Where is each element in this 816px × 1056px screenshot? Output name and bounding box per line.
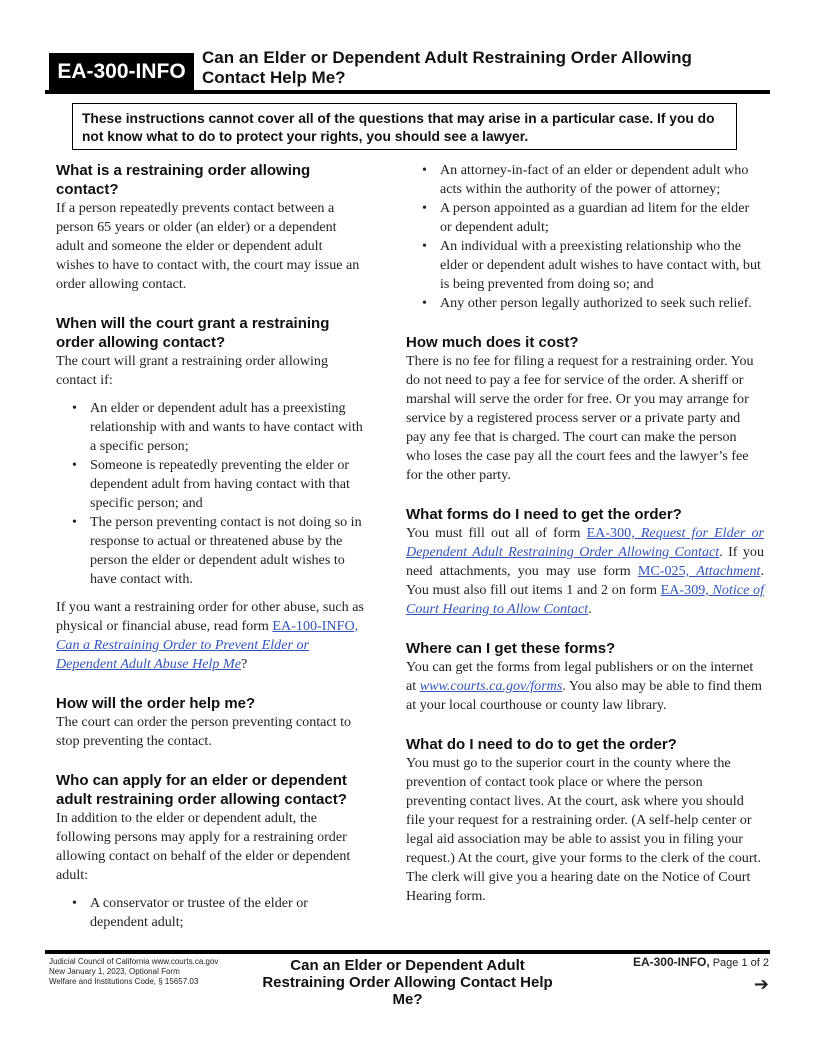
section-heading: How will the order help me? bbox=[56, 695, 256, 712]
list-item: • An attorney-in-fact of an elder or dependent adult who acts within the authority of the power of attorney; bbox=[406, 161, 764, 199]
section-text: The court will grant a restraining order allowing contact if: bbox=[56, 353, 328, 388]
text: ? bbox=[241, 656, 248, 672]
bullet-list bbox=[406, 161, 764, 313]
section-what-is bbox=[56, 161, 364, 294]
footer-info bbox=[49, 957, 218, 987]
courts-forms-link[interactable] bbox=[420, 678, 563, 694]
list-item: • A conservator or trustee of the elder or dependent adult; bbox=[56, 894, 364, 932]
section-text: The court can order the person preventing contact to stop preventing the contact. bbox=[56, 714, 352, 749]
next-page-arrow-icon[interactable]: ➔ bbox=[753, 974, 769, 995]
section-text bbox=[406, 658, 764, 715]
link-text: EA-100-INFO, bbox=[272, 618, 359, 634]
list-item: • A person appointed as a guardian ad litem for the elder or dependent adult; bbox=[406, 199, 764, 237]
section-text bbox=[56, 598, 364, 674]
footer-title: Can an Elder or Dependent Adult Restraining Order Allowing Contact Help Me? bbox=[262, 957, 553, 1008]
section-who-can-apply bbox=[56, 771, 364, 932]
mc-025-link[interactable] bbox=[638, 563, 761, 579]
section-text bbox=[406, 524, 764, 619]
section-text: If a person repeatedly prevents contact between a person 65 years or older (an elder) or a dependent adult and someone the elder or dependent adult wishes to have to contact with, the court may issue an order allowing contact. bbox=[56, 200, 360, 292]
section-heading: When will the court grant a restraining order allowing contact? bbox=[56, 315, 330, 351]
footer-line: Judicial Council of California www.courts.ca.gov bbox=[49, 957, 219, 966]
list-item: • An individual with a preexisting relationship who the elder or dependent adult wishes to have contact with, but is being prevented from doing so; and bbox=[406, 237, 764, 294]
section-text: In addition to the elder or dependent adult, the following persons may apply for a restraining order allowing contact on behalf of the elder or dependent adult: bbox=[56, 810, 351, 883]
bullet-list bbox=[56, 399, 364, 589]
section-forms-needed bbox=[406, 505, 764, 619]
page-title: Can an Elder or Dependent Adult Restraining Order Allowing Contact Help Me? bbox=[202, 48, 692, 87]
form-id-badge: EA-300-INFO bbox=[49, 53, 194, 91]
link-title: Notice of Court Hearing to Allow Contact bbox=[406, 582, 764, 617]
section-heading: Who can apply for an elder or dependent adult restraining order allowing contact? bbox=[56, 772, 347, 808]
section-heading: What is a restraining order allowing contact? bbox=[56, 162, 311, 198]
footer-divider bbox=[45, 950, 770, 954]
section-heading: Where can I get these forms? bbox=[406, 640, 616, 657]
page-indicator bbox=[633, 955, 769, 969]
section-where-forms bbox=[406, 639, 764, 715]
link-text: EA-309, bbox=[660, 582, 713, 598]
list-item: • Any other person legally authorized to seek such relief. bbox=[406, 294, 764, 313]
link-title: Attachment bbox=[696, 563, 761, 579]
section-heading: How much does it cost? bbox=[406, 334, 579, 351]
section-text: You must go to the superior court in the county where the prevention of contact took place or where the person preventing contact lives. At the court, ask where you should file your request for a restraining order. (A self-help center or legal aid association may be able to assist you in filing your request.) At the court, give your forms to the clerk of the court. The clerk will give you a hearing date on the Notice of Court Hearing form. bbox=[406, 755, 761, 904]
right-column bbox=[406, 161, 764, 926]
section-when-grant bbox=[56, 314, 364, 674]
list-item: • The person preventing contact is not doing so in response to actual or threatened abuse by the person the elder or dependent adult wishes to have contact with. bbox=[56, 513, 364, 589]
list-item: • An elder or dependent adult has a preexisting relationship with and wants to have contact with a specific person; bbox=[56, 399, 364, 456]
text: You can get the forms from legal publishers or on the internet at bbox=[406, 659, 754, 694]
link-title: Can a Restraining Order to Prevent Elder or Dependent Adult Abuse Help Me bbox=[56, 637, 310, 672]
text: . bbox=[588, 601, 592, 617]
section-how-help bbox=[56, 694, 364, 751]
section-heading: What forms do I need to get the order? bbox=[406, 506, 682, 523]
page-number: Page 1 of 2 bbox=[712, 957, 769, 969]
section-what-to-do bbox=[406, 735, 764, 906]
footer-line: New January 1, 2023, Optional Form bbox=[49, 967, 180, 976]
section-text: There is no fee for filing a request for a restraining order. You do not need to pay a fee for service of the order. A sheriff or marshal will serve the order for free. Or you may arrange for service by a registered process server or a private party and pay any fee that is charged. The court can make the person who loses the case pay all the court fees and the lawyer’s fee for the other party. bbox=[406, 353, 754, 483]
section-cost bbox=[406, 333, 764, 485]
link-text: MC-025, bbox=[637, 563, 697, 579]
text: If you want a restraining order for other abuse, such as physical or financial abuse, read form bbox=[56, 599, 364, 634]
text: . You also may be able to find them at your local courthouse or county law library. bbox=[406, 678, 762, 713]
left-column bbox=[56, 161, 364, 952]
bullet-list bbox=[56, 894, 364, 932]
link-text: EA-300, bbox=[586, 525, 641, 541]
section-heading: What do I need to do to get the order? bbox=[406, 736, 677, 753]
link-title: Request for Elder or Dependent Adult Restraining Order Allowing Contact bbox=[406, 525, 765, 560]
notice-box: These instructions cannot cover all of the questions that may arise in a particular case. If you do not know what to do to protect your rights, you should see a lawyer. bbox=[72, 103, 737, 150]
text: . You must also fill out items 1 and 2 on form bbox=[406, 563, 764, 598]
footer-line: Welfare and Institutions Code, § 15657.03 bbox=[49, 977, 199, 986]
list-item: • Someone is repeatedly preventing the elder or dependent adult from having contact with that specific person; and bbox=[56, 456, 364, 513]
footer-form-id: EA-300-INFO, bbox=[632, 955, 710, 969]
header-divider bbox=[45, 90, 770, 94]
text: You must fill out all of form bbox=[406, 525, 587, 541]
link-text: www.courts.ca.gov/forms bbox=[419, 678, 563, 694]
section-who-can-apply-cont bbox=[406, 161, 764, 313]
text: . If you need attachments, you may use form bbox=[406, 544, 764, 579]
